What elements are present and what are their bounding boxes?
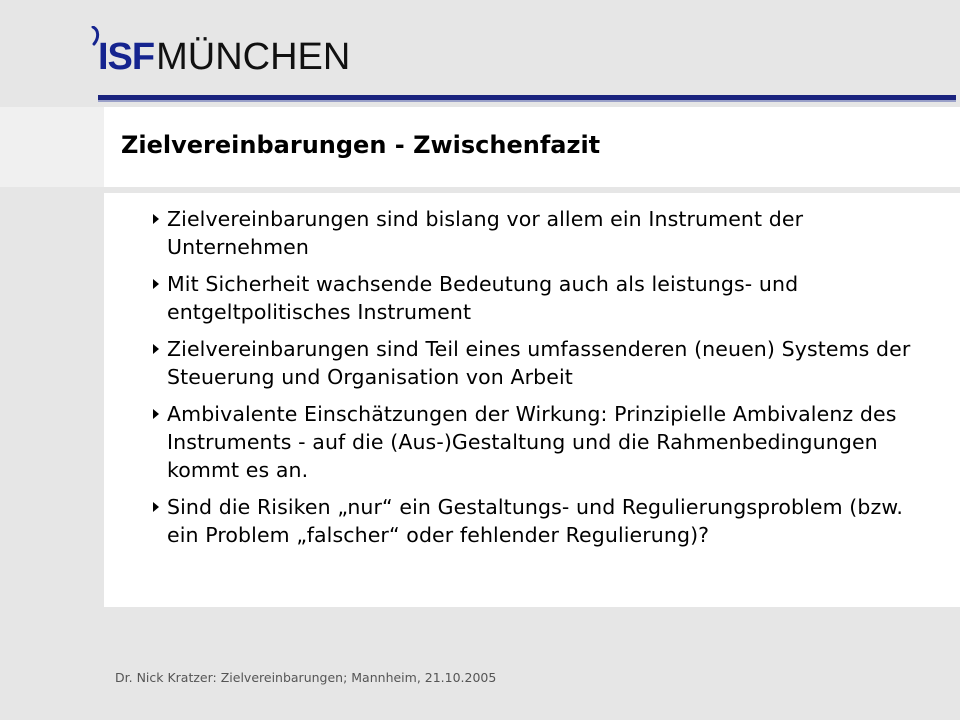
logo-city: MÜNCHEN <box>156 36 351 78</box>
logo-brand: ISF <box>98 36 155 78</box>
slide-title: Zielvereinbarungen - Zwischenfazit <box>121 131 601 159</box>
bullet-item <box>150 400 940 484</box>
isf-logo <box>88 26 350 76</box>
bullet-item <box>150 205 940 261</box>
header-rule <box>98 95 956 100</box>
bullet-item <box>150 493 940 549</box>
bullet-text: Mit Sicherheit wachsende Bedeutung auch als leistungs- und entgeltpolitisches Instrument <box>167 272 799 324</box>
footer-text: Dr. Nick Kratzer: Zielvereinbarungen; Mannheim, 21.10.2005 <box>115 670 497 685</box>
bullet-item <box>150 270 940 326</box>
bullet-text: Ambivalente Einschätzungen der Wirkung: Prinzipielle Ambivalenz des Instruments - auf die (Aus-)Gestaltung und die Rahmenbedingungen kommt es an. <box>167 402 897 482</box>
bullet-arrow-icon <box>153 214 159 224</box>
bullet-list <box>150 205 940 558</box>
bullet-text: Sind die Risiken „nur“ ein Gestaltungs- und Regulierungsproblem (bzw. ein Problem „falscher“ oder fehlender Regulierung)? <box>167 495 903 547</box>
logo-swoosh-icon <box>90 26 104 46</box>
bullet-arrow-icon <box>153 279 159 289</box>
bullet-item <box>150 335 940 391</box>
bullet-arrow-icon <box>153 409 159 419</box>
bullet-text: Zielvereinbarungen sind bislang vor allem ein Instrument der Unternehmen <box>167 207 804 259</box>
bullet-arrow-icon <box>153 502 159 512</box>
bullet-text: Zielvereinbarungen sind Teil eines umfassenderen (neuen) Systems der Steuerung und Organisation von Arbeit <box>167 337 911 389</box>
bullet-arrow-icon <box>153 344 159 354</box>
